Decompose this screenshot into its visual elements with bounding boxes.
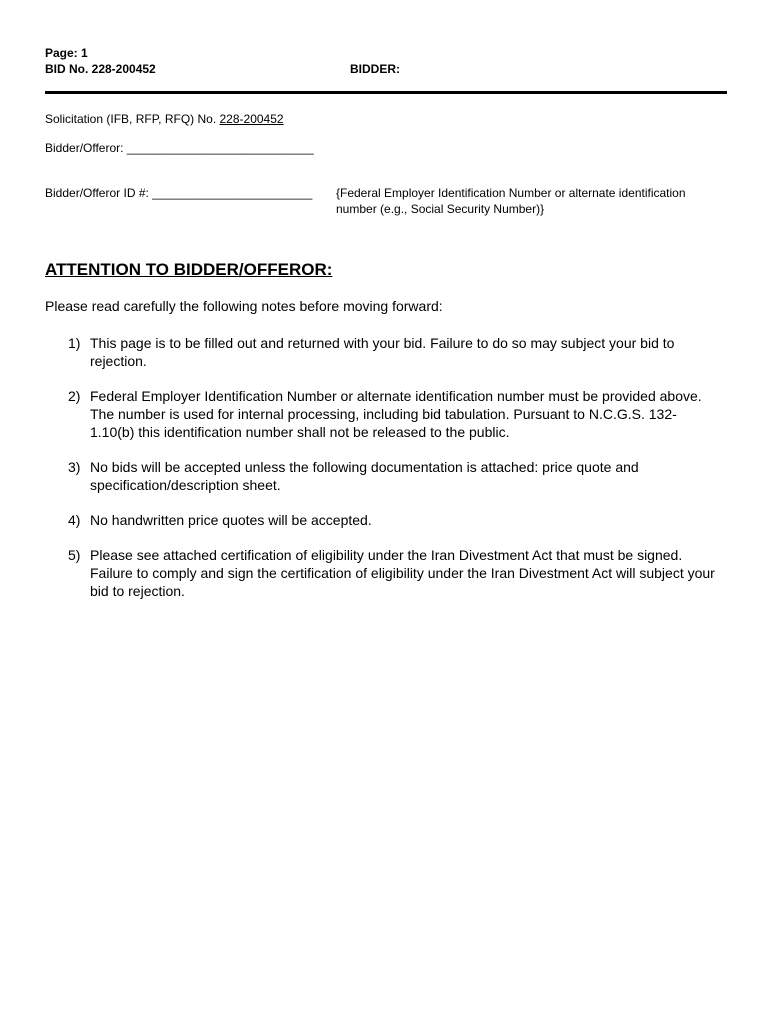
page-header xyxy=(45,45,156,77)
page-number: Page: 1 xyxy=(45,46,88,60)
note-item xyxy=(68,387,718,441)
notes-list xyxy=(68,334,718,617)
note-number: 3) xyxy=(68,459,81,475)
bidder-offeror-field[interactable]: Bidder/Offeror: ____________________________ xyxy=(45,141,314,155)
solicitation-line xyxy=(45,111,284,127)
note-number: 1) xyxy=(68,335,81,351)
bidder-id-field[interactable]: Bidder/Offeror ID #: ________________________ xyxy=(45,186,313,200)
attention-heading: ATTENTION TO BIDDER/OFFEROR: xyxy=(45,260,333,279)
note-text: No handwritten price quotes will be accepted. xyxy=(90,512,372,528)
solicitation-number: 228-200452 xyxy=(219,112,284,126)
note-number: 5) xyxy=(68,547,81,563)
bid-number: BID No. 228-200452 xyxy=(45,62,156,76)
note-item xyxy=(68,334,718,370)
note-text: This page is to be filled out and returned with your bid. Failure to do so may subject your bid to rejection. xyxy=(90,335,675,369)
note-text: Please see attached certification of eligibility under the Iran Divestment Act that must be signed. Failure to comply and sign the certification of eligibility under the Iran Divestment Act will subject your bid to rejection. xyxy=(90,547,715,599)
note-text: Federal Employer Identification Number or alternate identification number must be provided above. The number is used for internal processing, including bid tabulation. Pursuant to N.C.G.S. 132-1.10(b) this identification number shall not be released to the public. xyxy=(90,388,702,440)
header-divider xyxy=(45,91,727,94)
note-text: No bids will be accepted unless the following documentation is attached: price quote and specification/description sheet. xyxy=(90,459,639,493)
attention-intro: Please read carefully the following notes before moving forward: xyxy=(45,298,443,314)
note-number: 4) xyxy=(68,512,81,528)
note-item xyxy=(68,458,718,494)
note-item xyxy=(68,546,718,600)
bidder-id-note: {Federal Employer Identification Number or alternate identification number (e.g., Social Security Number)} xyxy=(336,186,686,216)
bidder-header-label: BIDDER: xyxy=(350,62,400,76)
note-number: 2) xyxy=(68,388,81,404)
solicitation-label: Solicitation (IFB, RFP, RFQ) No. xyxy=(45,112,217,126)
note-item xyxy=(68,511,718,529)
